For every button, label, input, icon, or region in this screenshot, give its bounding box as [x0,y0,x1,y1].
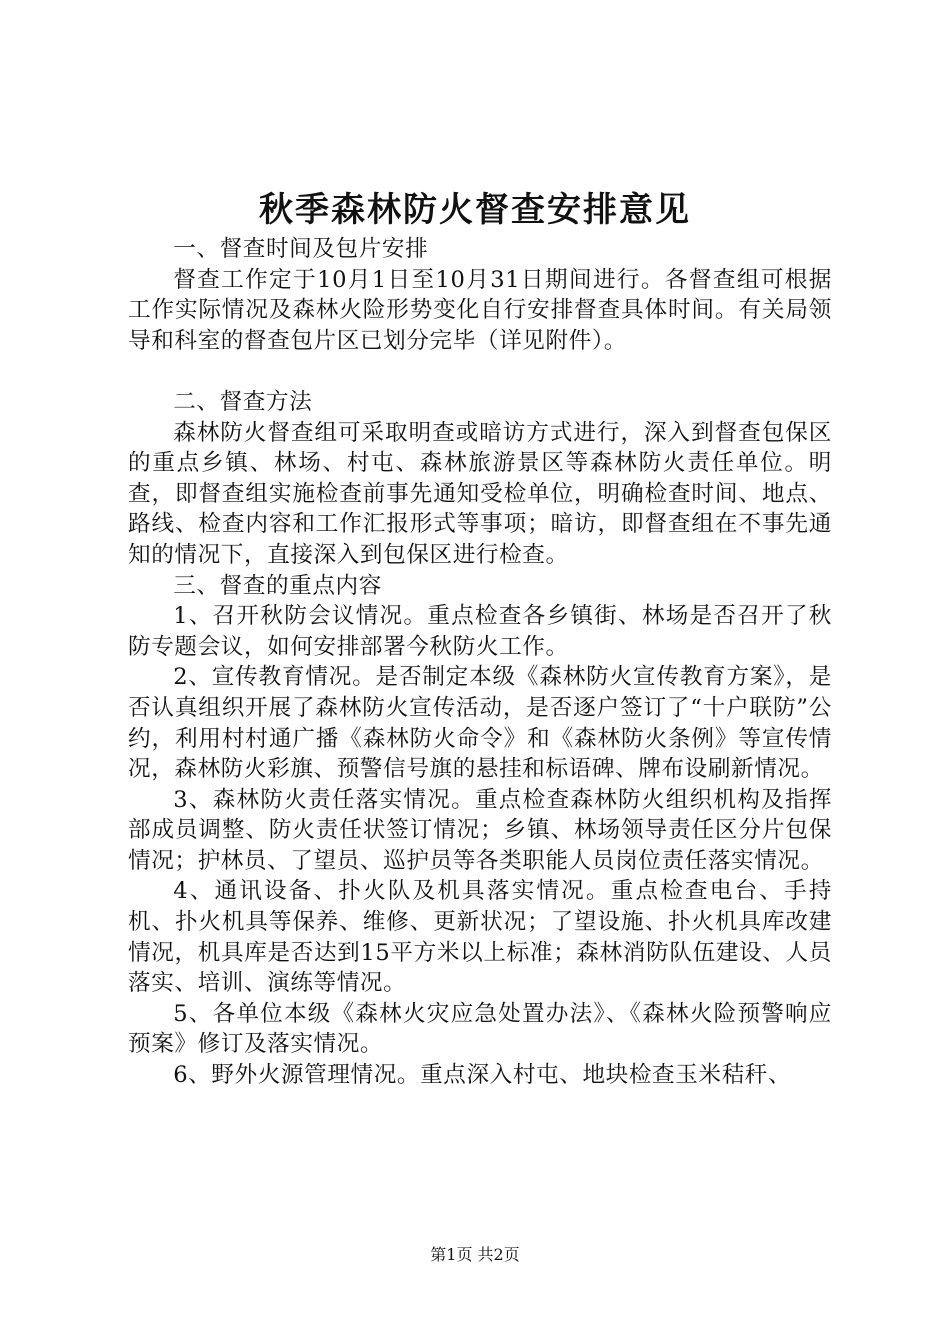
list-item-3: 3、森林防火责任落实情况。重点检查森林防火组织机构及指挥部成员调整、防火责任状签订情况；乡镇、林场领导责任区分片包保情况；护林员、了望员、巡护员等各类职能人员岗位责任落实情况。 [128,786,832,874]
list-item-6: 6、野外火源管理情况。重点深入村屯、地块检查玉米秸秆、 [173,1062,792,1089]
paragraph-schedule: 督查工作定于10月1日至10月31日期间进行。各督查组可根据工作实际情况及森林火险形势变化自行安排督查具体时间。有关局领导和科室的督查包片区已划分完毕（详见附件）。 [128,266,832,354]
section-heading-1: 一、督查时间及包片安排 [173,236,429,262]
list-item-1: 1、召开秋防会议情况。重点检查各乡镇街、林场是否召开了秋防专题会议，如何安排部署今秋防火工作。 [128,603,832,660]
page-number-footer: 第1页 共2页 [430,1245,520,1264]
document-body [128,234,832,1091]
list-item-5: 5、各单位本级《森林火灾应急处置办法》、《森林火险预警响应预案》修订及落实情况。 [128,1000,832,1058]
paragraph-methods: 森林防火督查组可采取明查或暗访方式进行，深入到督查包保区的重点乡镇、林场、村屯、森林旅游景区等森林防火责任单位。明查，即督查组实施检查前事先通知受检单位，明确检查时间、地点、路线、检查内容和工作汇报形式等事项；暗访，即督查组在不事先通知的情况下，直接深入到包保区进行检查。 [128,419,832,568]
document-title: 秋季森林防火督查安排意见 [259,190,691,230]
list-item-2: 2、宣传教育情况。是否制定本级《森林防火宣传教育方案》，是否认真组织开展了森林防火宣传活动，是否逐户签订了“十户联防”公约，利用村村通广播《森林防火命令》和《森林防火条例》等宣传情况，森林防火彩旗、预警信号旗的悬挂和标语碑、牌布设刷新情况。 [128,664,832,783]
section-heading-3: 三、督查的重点内容 [173,572,382,599]
list-item-4: 4、通讯设备、扑火队及机具落实情况。重点检查电台、手持机、扑火机具等保养、维修、更新状况；了望设施、扑火机具库改建情况，机具库是否达到15平方米以上标准；森林消防队伍建设、人员落实、培训、演练等情况。 [128,878,832,997]
section-heading-2: 二、督查方法 [173,388,313,415]
